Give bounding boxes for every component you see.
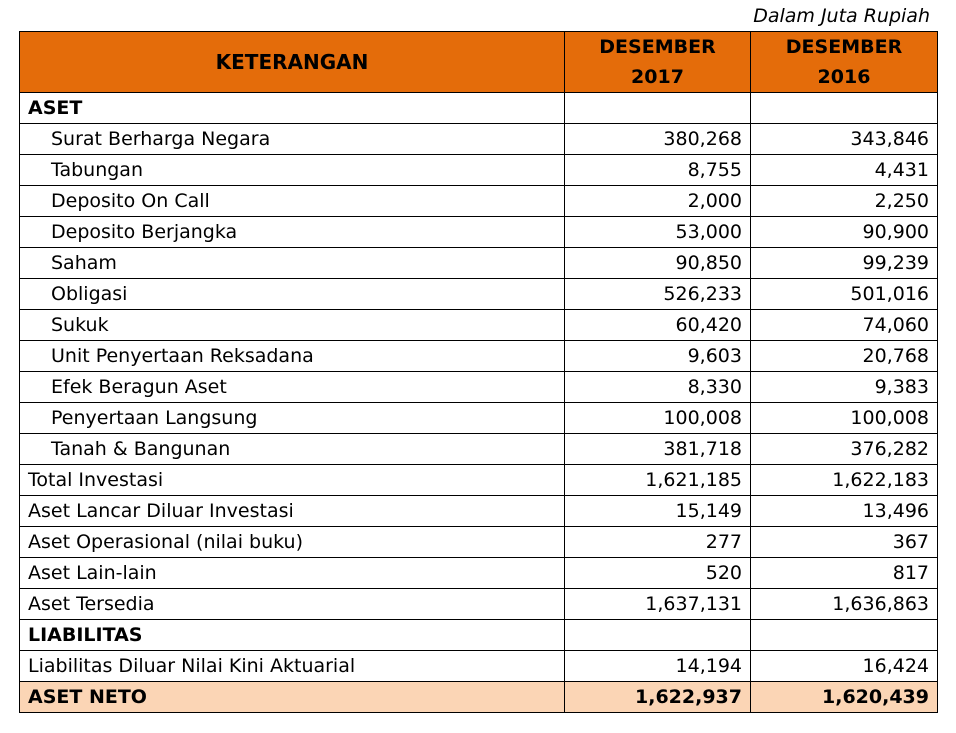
row-label: Saham	[20, 248, 565, 279]
header-col-2016: DESEMBER 2016	[751, 32, 938, 93]
value-2017: 15,149	[565, 496, 751, 527]
section-row	[20, 620, 938, 651]
value-2017	[565, 620, 751, 651]
net-total-row	[20, 682, 938, 713]
value-2017: 381,718	[565, 434, 751, 465]
value-2016: 1,622,183	[751, 465, 938, 496]
table-row	[20, 558, 938, 589]
value-2016: 90,900	[751, 217, 938, 248]
table-row	[20, 310, 938, 341]
value-2017: 14,194	[565, 651, 751, 682]
value-2016: 817	[751, 558, 938, 589]
value-2016: 1,636,863	[751, 589, 938, 620]
value-2017: 520	[565, 558, 751, 589]
table-body	[20, 93, 938, 713]
value-2016: 13,496	[751, 496, 938, 527]
row-label: ASET NETO	[20, 682, 565, 713]
unit-note: Dalam Juta Rupiah	[753, 5, 930, 27]
table-row	[20, 372, 938, 403]
table-row	[20, 186, 938, 217]
value-2016	[751, 620, 938, 651]
table-row	[20, 155, 938, 186]
value-2016: 376,282	[751, 434, 938, 465]
value-2016: 20,768	[751, 341, 938, 372]
table-row	[20, 341, 938, 372]
row-label: Total Investasi	[20, 465, 565, 496]
row-label: Efek Beragun Aset	[20, 372, 565, 403]
value-2017: 9,603	[565, 341, 751, 372]
row-label: LIABILITAS	[20, 620, 565, 651]
value-2017: 1,637,131	[565, 589, 751, 620]
value-2016: 16,424	[751, 651, 938, 682]
value-2016	[751, 93, 938, 124]
row-label: Obligasi	[20, 279, 565, 310]
row-label: Deposito On Call	[20, 186, 565, 217]
value-2017: 8,330	[565, 372, 751, 403]
row-label: Aset Tersedia	[20, 589, 565, 620]
table-row	[20, 124, 938, 155]
header-col-2017: DESEMBER 2017	[565, 32, 751, 93]
table-row	[20, 434, 938, 465]
value-2017: 100,008	[565, 403, 751, 434]
row-label: Deposito Berjangka	[20, 217, 565, 248]
value-2016: 367	[751, 527, 938, 558]
value-2017: 526,233	[565, 279, 751, 310]
header-description: KETERANGAN	[20, 32, 565, 93]
table-row	[20, 651, 938, 682]
table-row	[20, 279, 938, 310]
value-2016: 2,250	[751, 186, 938, 217]
table-row	[20, 589, 938, 620]
row-label: Aset Operasional (nilai buku)	[20, 527, 565, 558]
value-2016: 1,620,439	[751, 682, 938, 713]
table-row	[20, 403, 938, 434]
value-2017: 1,621,185	[565, 465, 751, 496]
value-2016: 343,846	[751, 124, 938, 155]
value-2017	[565, 93, 751, 124]
row-label: Aset Lain-lain	[20, 558, 565, 589]
table-row	[20, 465, 938, 496]
financial-table	[19, 31, 938, 713]
row-label: Surat Berharga Negara	[20, 124, 565, 155]
row-label: Sukuk	[20, 310, 565, 341]
section-row	[20, 93, 938, 124]
value-2016: 9,383	[751, 372, 938, 403]
value-2017: 1,622,937	[565, 682, 751, 713]
value-2017: 8,755	[565, 155, 751, 186]
table-row	[20, 248, 938, 279]
value-2017: 277	[565, 527, 751, 558]
value-2016: 100,008	[751, 403, 938, 434]
value-2017: 380,268	[565, 124, 751, 155]
value-2016: 501,016	[751, 279, 938, 310]
value-2017: 60,420	[565, 310, 751, 341]
value-2017: 90,850	[565, 248, 751, 279]
table-header-row	[20, 32, 938, 93]
row-label: ASET	[20, 93, 565, 124]
value-2016: 4,431	[751, 155, 938, 186]
row-label: Aset Lancar Diluar Investasi	[20, 496, 565, 527]
row-label: Tanah & Bangunan	[20, 434, 565, 465]
table-row	[20, 527, 938, 558]
value-2016: 99,239	[751, 248, 938, 279]
value-2017: 2,000	[565, 186, 751, 217]
row-label: Unit Penyertaan Reksadana	[20, 341, 565, 372]
table-row	[20, 217, 938, 248]
row-label: Liabilitas Diluar Nilai Kini Aktuarial	[20, 651, 565, 682]
value-2017: 53,000	[565, 217, 751, 248]
table-row	[20, 496, 938, 527]
row-label: Tabungan	[20, 155, 565, 186]
row-label: Penyertaan Langsung	[20, 403, 565, 434]
value-2016: 74,060	[751, 310, 938, 341]
